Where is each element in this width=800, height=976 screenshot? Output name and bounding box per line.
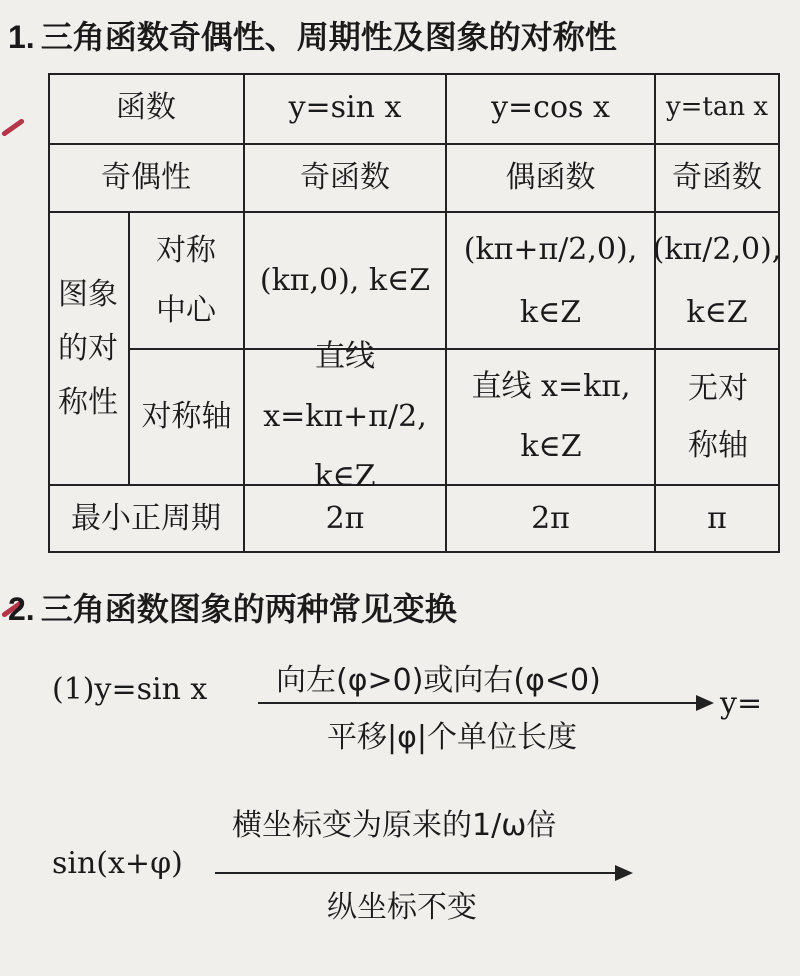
period-tan: π xyxy=(707,500,727,536)
header-sin: y=sin x xyxy=(288,90,402,125)
symmetry-group-label: 图象的对称性 xyxy=(58,276,118,420)
section-2-title: 2. 三角函数图象的两种常见变换 xyxy=(8,590,457,628)
transform-step1-above: 向左(φ>0)或向右(φ<0) xyxy=(276,663,601,698)
axis-sin: 直线 x=kπ+π/2, k∈Z xyxy=(263,339,427,494)
trig-properties-table xyxy=(48,73,780,553)
transform-arrow-2 xyxy=(215,872,617,874)
transform-step2-above: 横坐标变为原来的1/ω倍 xyxy=(232,808,557,843)
transform-arrow-1 xyxy=(258,702,698,704)
center-tan: (kπ/2,0), k∈Z xyxy=(652,231,782,330)
center-cos: (kπ+π/2,0), k∈Z xyxy=(463,231,638,330)
arrow-right-icon xyxy=(696,695,714,711)
header-cos: y=cos x xyxy=(491,90,610,125)
transform-step1-below: 平移|φ|个单位长度 xyxy=(327,720,578,755)
parity-label: 奇偶性 xyxy=(101,160,191,195)
period-sin: 2π xyxy=(325,500,365,536)
center-sin: (kπ,0), k∈Z xyxy=(259,263,431,298)
transform-step2-below: 纵坐标不变 xyxy=(327,890,477,925)
header-tan: y=tan x xyxy=(665,92,769,123)
transform-step1-result: y= xyxy=(720,686,763,721)
axis-label: 对称轴 xyxy=(141,399,232,434)
section-1-title: 1. 三角函数奇偶性、周期性及图象的对称性 xyxy=(8,18,617,56)
axis-tan: 无对称轴 xyxy=(688,371,748,463)
period-label: 最小正周期 xyxy=(71,500,221,536)
header-function: 函数 xyxy=(116,90,176,125)
parity-sin: 奇函数 xyxy=(300,160,390,195)
axis-cos: 直线 x=kπ, k∈Z xyxy=(471,369,631,464)
parity-cos: 偶函数 xyxy=(505,160,596,195)
red-pen-mark xyxy=(1,118,25,137)
transform-step2-start: sin(x+φ) xyxy=(52,846,183,881)
center-label: 对称中心 xyxy=(156,232,216,328)
period-cos: 2π xyxy=(531,500,570,536)
transform-start-expression: (1)y=sin x xyxy=(52,672,208,707)
parity-tan: 奇函数 xyxy=(672,160,762,195)
arrow-right-icon xyxy=(615,865,633,881)
